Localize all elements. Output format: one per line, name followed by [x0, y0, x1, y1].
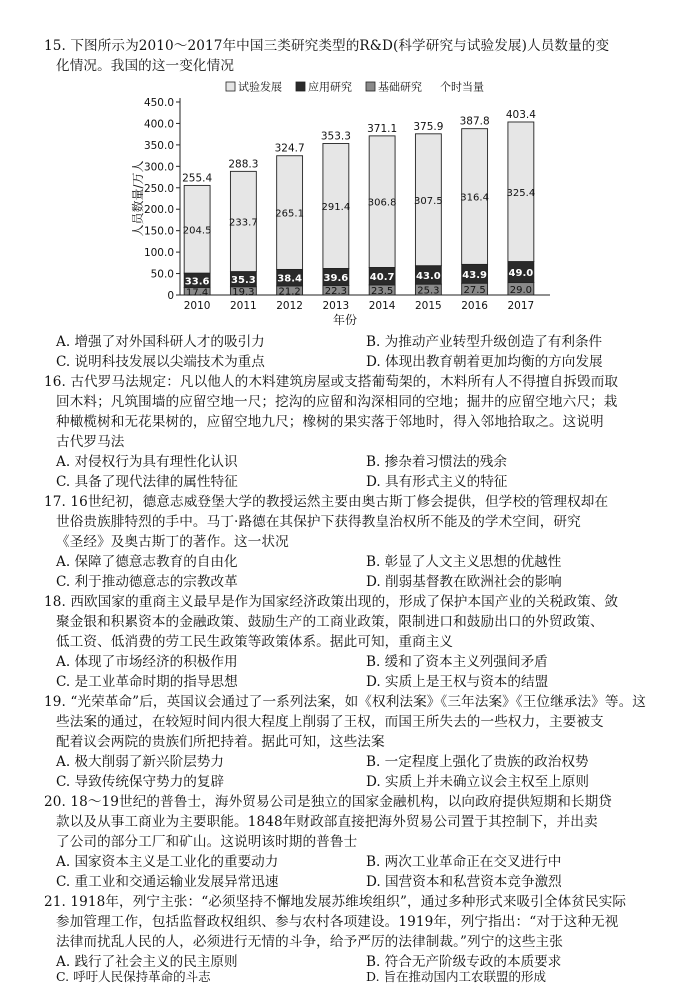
- legend-swatch-0: [226, 82, 235, 91]
- y-tick-label-1: 50.0: [150, 268, 174, 281]
- bar-value-label-2017-2: 29.0: [509, 284, 533, 296]
- bar-value-label-2017-1: 49.0: [508, 268, 534, 280]
- bar-total-label-2012: 324.7: [274, 142, 305, 155]
- q17-option-d[interactable]: D. 削弱基督教在欧洲社会的影响: [366, 574, 562, 590]
- q16-stem-line-2: 回木料；凡筑围墙的应留空地一尺；挖沟的应留和沟深相同的空地；掘井的应留空地六尺；栽: [56, 394, 618, 410]
- y-tick-label-4: 200.0: [143, 204, 174, 217]
- bar-value-label-2017-0: 325.4: [506, 187, 536, 199]
- x-tick-label-2017: 2017: [507, 300, 535, 312]
- x-tick-label-2011: 2011: [230, 300, 257, 312]
- y-tick-label-0: 0: [167, 290, 174, 302]
- q16-stem-line-4: 古代罗马法: [56, 434, 125, 450]
- q15-option-b[interactable]: B. 为推动产业转型升级创造了有利条件: [366, 334, 603, 350]
- bar-value-label-2016-2: 27.5: [463, 285, 486, 297]
- bar-value-label-2015-0: 307.5: [414, 195, 443, 207]
- q18-stem-line-3: 低工资、低消费的劳工民生政策等政策体系。据此可知，重商主义: [56, 634, 454, 650]
- x-tick-label-2016: 2016: [461, 300, 488, 312]
- y-tick-label-2: 100.0: [143, 247, 174, 260]
- bar-value-label-2011-2: 19.3: [232, 286, 255, 298]
- bar-value-label-2016-0: 316.4: [460, 192, 489, 204]
- q20-stem-line-2: 款以及从事工商业为主要职能。1848年财政部直接把海外贸易公司置于其控制下，并出卖: [56, 814, 598, 830]
- q16-option-c[interactable]: C. 具备了现代法律的属性特征: [56, 474, 238, 490]
- chart-legend: [226, 80, 484, 94]
- q21-stem-line-2: 参加管理工作，包括监督政权组织、参与农村各项建设。1919年，列宁指出：“对于这种无视: [56, 914, 619, 930]
- bar-value-label-2014-1: 40.7: [369, 272, 395, 284]
- y-axis-label: 人员数量/万人: [131, 160, 145, 237]
- q18-option-d[interactable]: D. 实质上是王权与资本的结盟: [366, 674, 549, 690]
- x-tick-label-2015: 2015: [415, 300, 442, 312]
- bar-total-label-2014: 371.1: [367, 122, 398, 135]
- bar-value-label-2015-2: 25.3: [417, 285, 440, 297]
- q19-option-d[interactable]: D. 实质上并未确立议会主权至上原则: [366, 774, 589, 790]
- q17-option-a[interactable]: A. 保障了德意志教育的自由化: [56, 554, 238, 570]
- q19-option-a[interactable]: A. 极大削弱了新兴阶层势力: [56, 754, 224, 770]
- q17-stem-line-1: 17. 16世纪初，德意志威登堡大学的教授运然主要由奥古斯丁修会提供，但学校的管理权却在: [44, 494, 609, 510]
- bar-total-label-2010: 255.4: [182, 172, 213, 185]
- bar-value-label-2013-0: 291.4: [321, 201, 351, 213]
- bar-total-label-2015: 375.9: [413, 120, 444, 133]
- bar-value-label-2012-0: 265.1: [275, 208, 304, 220]
- q18-option-a[interactable]: A. 体现了市场经济的积极作用: [56, 654, 238, 670]
- rd-personnel-chart: [130, 74, 560, 328]
- legend-extra-label: 个时当量: [440, 80, 484, 94]
- x-tick-label-2014: 2014: [368, 300, 396, 312]
- q21-option-a[interactable]: A. 践行了社会主义的民主原则: [56, 954, 238, 970]
- bar-value-label-2013-2: 22.3: [324, 286, 348, 298]
- q17-stem-line-2: 世俗贵族腓特烈的手中。马丁·路德在其保护下获得教皇治权所不能及的学术空间，研究: [56, 514, 581, 530]
- bar-value-label-2011-1: 35.3: [231, 275, 256, 287]
- q21-stem-line-1: 21. 1918年，列宁主张：“必须坚持不懈地发展苏维埃组织”，通过多种形式来吸引全体贫民实际: [44, 894, 627, 910]
- q15-stem-line-2: 化情况。我国的这一变化情况: [56, 58, 235, 74]
- q18-option-b[interactable]: B. 缓和了资本主义列强间矛盾: [366, 654, 548, 670]
- q16-stem-line-3: 种橄榄树和无花果树的，应留空地九尺；橡树的果实落于邻地时，得入邻地拾取之。这说明: [56, 414, 604, 430]
- y-tick-label-7: 350.0: [143, 139, 174, 152]
- q20-option-b[interactable]: B. 两次工业革命正在交叉进行中: [366, 854, 562, 870]
- chart-bars: [182, 109, 536, 298]
- q17-option-b[interactable]: B. 彰显了人文主义思想的优越性: [366, 554, 562, 570]
- q16-stem-line-1: 16. 古代罗马法规定：凡以他人的木料建筑房屋或支搭葡萄架的，木料所有人不得擅自拆毁而取: [44, 374, 619, 390]
- bar-value-label-2011-0: 233.7: [229, 217, 258, 229]
- q19-stem-line-2: 些法案的通过，在较短时间内很大程度上削弱了王权，而国王所失去的一些权力，主要被支: [56, 714, 604, 730]
- legend-swatch-2: [366, 82, 375, 91]
- bar-value-label-2015-1: 43.0: [416, 270, 441, 282]
- y-tick-label-5: 250.0: [143, 182, 174, 195]
- bar-value-label-2016-1: 43.9: [462, 269, 487, 281]
- q19-stem-line-3: 配着议会两院的贵族们所把持着。据此可知，这些法案: [56, 734, 385, 750]
- legend-label-1: 应用研究: [308, 80, 352, 94]
- y-tick-label-8: 400.0: [143, 118, 174, 131]
- q18-option-c[interactable]: C. 是工业革命时期的指导思想: [56, 674, 238, 690]
- x-axis-label: 年份: [332, 313, 358, 327]
- bar-total-label-2011: 288.3: [228, 158, 259, 171]
- q16-option-b[interactable]: B. 掺杂着习惯法的残余: [366, 454, 507, 470]
- q15-option-a[interactable]: A. 增强了对外国科研人才的吸引力: [56, 334, 265, 350]
- q20-stem-line-3: 了公司的部分工厂和矿山。这说明该时期的普鲁士: [56, 834, 358, 850]
- q20-option-a[interactable]: A. 国家资本主义是工业化的重要动力: [56, 854, 279, 870]
- q21-option-c[interactable]: C. 呼吁人民保持革命的斗志: [56, 969, 211, 984]
- q18-stem-line-1: 18. 西欧国家的重商主义最早是作为国家经济政策出现的，形成了保护本国产业的关税政策、敛: [44, 594, 619, 610]
- y-tick-label-3: 150.0: [143, 225, 174, 238]
- bar-value-label-2014-2: 23.5: [370, 285, 394, 297]
- q15-option-c[interactable]: C. 说明科技发展以尖端技术为重点: [56, 354, 265, 370]
- q21-option-d[interactable]: D. 旨在推动国内工农联盟的形成: [366, 969, 547, 984]
- q18-stem-line-2: 聚金银和积累资本的金融政策、鼓励生产的工商业政策，限制进口和鼓励出口的外贸政策、: [56, 614, 604, 630]
- legend-label-0: 试验发展: [238, 80, 282, 94]
- q21-stem-line-3: 法律而扰乱人民的人，必须进行无情的斗争，给予严厉的法律制裁。”列宁的这些主张: [56, 934, 563, 950]
- x-tick-label-2012: 2012: [276, 300, 303, 312]
- bar-value-label-2010-2: 17.4: [185, 287, 209, 299]
- bar-total-label-2016: 387.8: [459, 115, 490, 128]
- q17-option-c[interactable]: C. 利于推动德意志的宗教改革: [56, 574, 238, 590]
- y-tick-label-9: 450.0: [143, 97, 174, 109]
- legend-label-2: 基础研究: [378, 80, 422, 94]
- q15-option-d[interactable]: D. 体现出教育朝着更加均衡的方向发展: [366, 354, 603, 370]
- bar-value-label-2014-0: 306.8: [367, 197, 397, 209]
- bar-value-label-2010-0: 204.5: [182, 225, 212, 237]
- bar-value-label-2010-1: 33.6: [184, 276, 210, 288]
- bar-value-label-2012-2: 21.2: [278, 286, 301, 298]
- q19-stem-line-1: 19. “光荣革命”后，英国议会通过了一系列法案，如《权利法案》《三年法案》《王位继承法》等。这: [44, 694, 646, 710]
- q20-option-d[interactable]: D. 国营资本和私营资本竞争激烈: [366, 874, 562, 890]
- bar-value-label-2012-1: 38.4: [277, 273, 302, 285]
- q19-option-b[interactable]: B. 一定程度上强化了贵族的政治权势: [366, 754, 589, 770]
- q19-option-c[interactable]: C. 导致传统保守势力的复辟: [56, 774, 225, 790]
- q15-stem-line-1: 15. 下图所示为2010～2017年中国三类研究类型的R&D(科学研究与试验发展)人员数量的变: [44, 38, 610, 54]
- q16-option-a[interactable]: A. 对侵权行为具有理性化认识: [56, 454, 238, 470]
- q17-stem-line-3: 《圣经》及奥古斯丁的著作。这一状况: [56, 534, 289, 550]
- legend-swatch-1: [296, 82, 305, 91]
- q20-stem-line-1: 20. 18～19世纪的普鲁士，海外贸易公司是独立的国家金融机构，以向政府提供短期和长期贷: [44, 794, 613, 810]
- x-tick-label-2010: 2010: [183, 300, 211, 312]
- y-tick-label-6: 300.0: [143, 161, 174, 174]
- bar-total-label-2013: 353.3: [320, 130, 351, 143]
- x-tick-label-2013: 2013: [322, 300, 350, 312]
- q21-option-b[interactable]: B. 符合无产阶级专政的本质要求: [366, 954, 562, 970]
- q16-option-d[interactable]: D. 具有形式主义的特征: [366, 474, 508, 490]
- bar-total-label-2017: 403.4: [505, 108, 536, 121]
- q20-option-c[interactable]: C. 重工业和交通运输业发展异常迅速: [56, 874, 279, 890]
- bar-value-label-2013-1: 39.6: [323, 272, 349, 284]
